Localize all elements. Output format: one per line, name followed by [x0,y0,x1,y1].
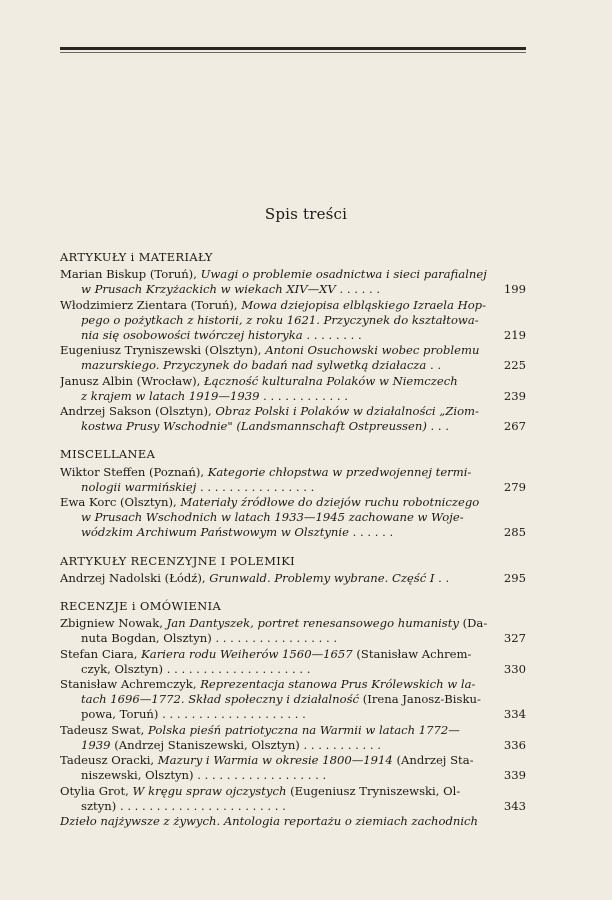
entry-line [60,723,526,738]
entry-text: powa, Toruń) . . . . . . . . . . . . . . . . . . . . [81,707,306,722]
entry-text: nuta Bogdan, Olsztyn) . . . . . . . . . . . . . . . . . [81,631,338,646]
entry-line [60,298,526,313]
entry-text: sztyn) . . . . . . . . . . . . . . . . . . . . . . . [81,798,286,813]
entry-title-text: Grunwald. Problemy wybrane. Część I [209,570,435,585]
entry-text: (Andrzej Staniszewski, Olsztyn) . . . . . . . . . . . [110,737,381,752]
entry-line [60,480,526,495]
entry-line [60,510,526,525]
toc-entry [60,343,526,373]
entry-line [60,738,526,753]
entry-text: . . . . . . . . . . . . [259,388,348,403]
entry-text: (Eugeniusz Tryniszewski, Ol- [286,783,461,798]
entry-text: . . [426,358,442,373]
entry-title-text: W kręgu spraw ojczystych [132,783,287,798]
header-rule [60,47,526,50]
page-number: 219 [503,328,526,343]
entry-line [60,465,526,480]
toc-entry [60,374,526,404]
entry-text: (Andrzej Sta- [392,753,474,768]
toc-section [60,250,526,434]
entry-text: . . . [426,419,449,434]
entry-line [60,419,526,434]
entry-line [60,343,526,358]
entry-text: . . . . . . [335,282,381,297]
entry-text: . . [434,570,450,585]
toc-entry [60,571,526,586]
entry-title-text: nia się osobowości twórczej historyka [81,328,303,343]
entry-text: . . . . . . . . [302,328,362,343]
entry-line [60,282,526,297]
entry-line [60,814,526,829]
entry-text: Stefan Ciara, [60,646,142,661]
entry-line [60,707,526,722]
page-title: Spis treści [264,205,348,223]
entry-line [60,313,526,328]
toc-entry [60,647,526,677]
entry-line [60,328,526,343]
page-number: 285 [503,525,526,540]
toc-entry [60,495,526,541]
entry-title-text: Mazury i Warmia w okresie 1800—1914 [157,753,393,768]
entry-line [60,571,526,586]
page-number: 339 [503,768,526,783]
entry-text: Otylia Grot, [60,783,133,798]
toc-section [60,599,526,829]
page-number: 343 [503,798,526,813]
toc-entry [60,677,526,723]
toc-entry [60,404,526,434]
entry-text: Andrzej Nadolski (Łódź), [60,570,210,585]
entry-line [60,799,526,814]
toc-entry [60,814,526,829]
page-number: 239 [503,388,526,403]
entry-text: Wiktor Steffen (Poznań), [60,464,208,479]
entry-text: Zbigniew Nowak, [60,616,167,631]
entry-line [60,753,526,768]
entry-line [60,495,526,510]
entry-text: (Irena Janosz-Bisku- [359,692,481,707]
entry-line [60,662,526,677]
entry-line [60,616,526,631]
entry-title-text: pego o pożytkach z historii, z roku 1621. Przyczynek do kształtowa- [81,312,479,327]
entry-title-text: Kariera rodu Weiherów 1560—1657 [141,646,353,661]
entry-line [60,389,526,404]
page-number: 334 [503,707,526,722]
entry-line [60,374,526,389]
entry-title-text: mazurskiego. Przyczynek do badań nad sylwetką działacza [81,358,427,373]
entry-text: Tadeusz Swat, [60,722,149,737]
toc-entry [60,616,526,646]
entry-title-text: Antoni Osuchowski wobec problemu [265,343,480,358]
toc-section [60,447,526,540]
toc-entry [60,753,526,783]
entry-title-text: wódzkim Archiwum Państwowym w Olsztynie [81,525,349,540]
entry-line [60,677,526,692]
entry-title-text: nologii warmińskiej [81,479,197,494]
entry-title-text: Mowa dziejopisa elbląskiego Izraela Hop- [241,297,487,312]
entry-line [60,647,526,662]
toc-section [60,554,526,586]
entry-title-text: 1939 [81,737,111,752]
entry-title-text: Obraz Polski i Polaków w działalności „Ziom- [215,404,479,419]
section-heading: ARTYKUŁY i MATERIAŁY [60,250,213,264]
entry-line [60,768,526,783]
entry-title-text: Kategorie chłopstwa w przedwojennej termi- [207,464,472,479]
entry-title-text: Uwagi o problemie osadnictwa i sieci parafialnej [200,267,487,282]
section-heading: MISCELLANEA [60,447,156,462]
entry-text: czyk, Olsztyn) . . . . . . . . . . . . . . . . . . . . [81,661,311,676]
entry-line [60,267,526,282]
page-number: 199 [503,282,526,297]
entry-title-text: Materiały źródłowe do dziejów ruchu robotniczego [180,495,480,510]
entry-title-text: Jan Dantyszek, portret renesansowego humanisty [166,616,459,631]
entry-text: Andrzej Sakson (Olsztyn), [60,404,216,419]
toc-entry [60,267,526,297]
page-number: 225 [503,358,526,373]
section-heading: RECENZJE i OMÓWIENIA [60,599,222,614]
entry-text: Eugeniusz Tryniszewski (Olsztyn), [60,343,266,358]
entry-title-text: w Prusach Wschodnich w latach 1933—1945 zachowane w Woje- [81,510,464,525]
entry-text: (Stanisław Achrem- [352,646,472,661]
page-number: 336 [503,737,526,752]
entry-line [60,358,526,373]
entry-line [60,525,526,540]
toc-entry [60,784,526,814]
entry-title-text: Polska pieśń patriotyczna na Warmii w latach 1772— [148,722,460,737]
entry-line [60,404,526,419]
entry-text: Ewa Korc (Olsztyn), [60,495,181,510]
entry-text: Tadeusz Oracki, [60,753,158,768]
toc-entry [60,465,526,495]
entry-line [60,631,526,646]
toc-entry [60,723,526,753]
entry-title-text: tach 1696—1772. Skład społeczny i działalność [81,692,360,707]
entry-line [60,692,526,707]
toc-entry [60,298,526,344]
entry-line [60,784,526,799]
entry-text: Marian Biskup (Toruń), [60,267,201,282]
entry-title-text: kostwa Prusy Wschodnie" (Landsmannschaft Ostpreussen) [81,419,427,434]
entry-text: Stanisław Achremczyk, [60,677,201,692]
entry-text: niszewski, Olsztyn) . . . . . . . . . . . . . . . . . . [81,768,327,783]
entry-text: Włodzimierz Zientara (Toruń), [60,297,242,312]
entry-text: . . . . . . . . . . . . . . . . [196,479,315,494]
entry-title-text: Dzieło najżywsze z żywych. Antologia reportażu o ziemiach zachodnich [60,813,479,828]
entry-text: (Da- [458,616,488,631]
entry-title-text: w Prusach Krzyżackich w wiekach XIV—XV [81,282,336,297]
page-number: 279 [503,479,526,494]
table-of-contents [60,250,526,829]
entry-title-text: Łączność kulturalna Polaków w Niemczech [204,373,458,388]
entry-title-text: z krajem w latach 1919—1939 [81,388,260,403]
page-number: 327 [503,631,526,646]
entry-title-text: Reprezentacja stanowa Prus Królewskich w la- [200,677,476,692]
entry-text: Janusz Albin (Wrocław), [60,373,205,388]
entry-text: . . . . . . [348,525,394,540]
section-heading: ARTYKUŁY RECENZYJNE I POLEMIKI [60,553,296,568]
page-number: 330 [503,661,526,676]
page-number: 295 [503,570,526,585]
page-number: 267 [503,419,526,434]
